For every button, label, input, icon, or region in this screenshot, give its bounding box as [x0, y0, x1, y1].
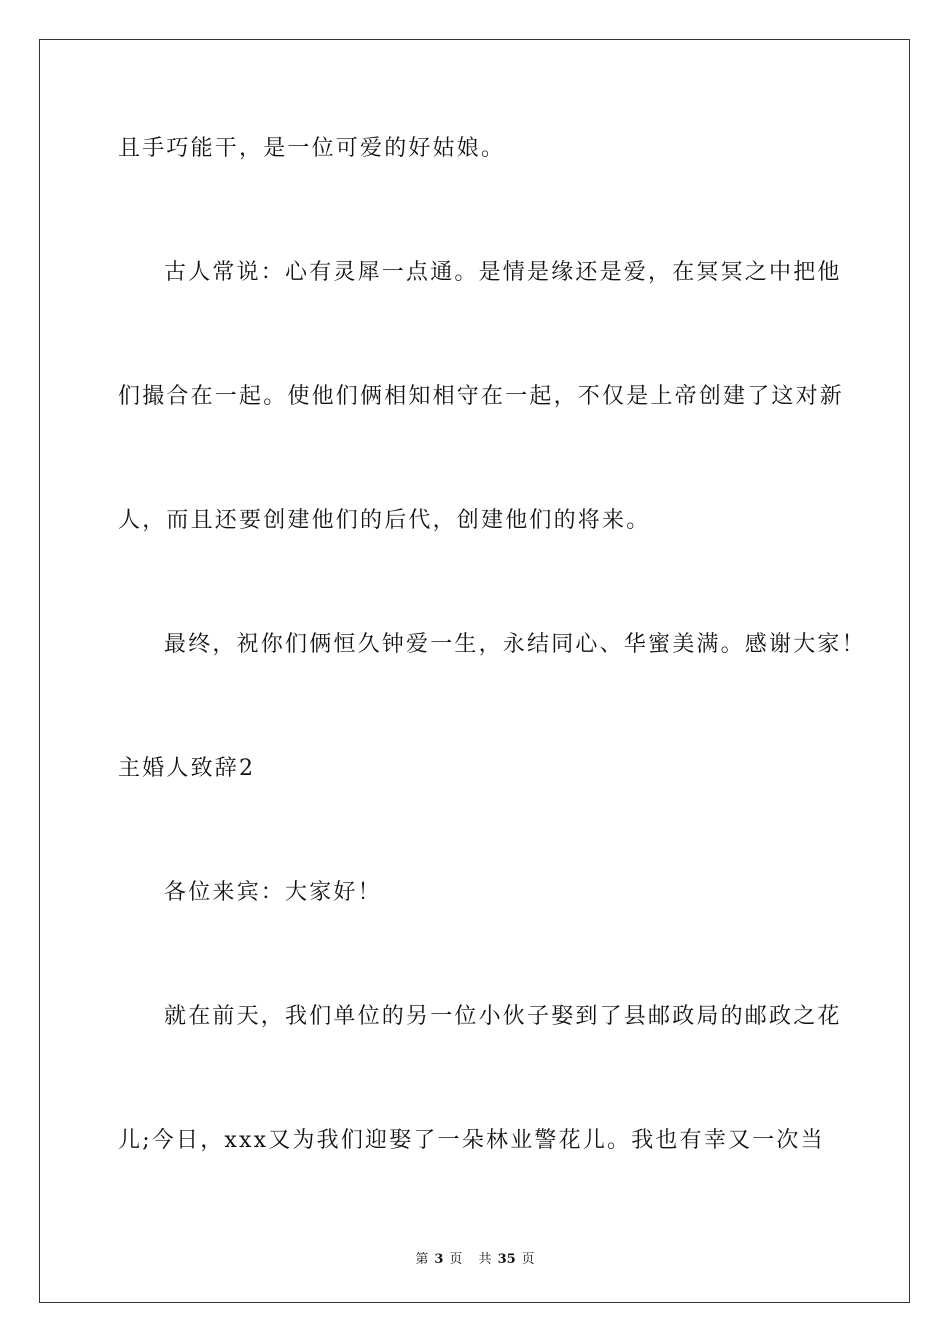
- page-indicator: [412, 1252, 465, 1267]
- body-line-9: 儿;今日，xxx又为我们迎娶了一朵林业警花儿。我也有幸又一次当: [118, 1128, 825, 1153]
- body-line-2: 古人常说：心有灵犀一点通。是情是缘还是爱，在冥冥之中把他: [164, 260, 842, 285]
- body-line-8: 就在前天，我们单位的另一位小伙子娶到了县邮政局的邮政之花: [164, 1004, 842, 1029]
- page-suffix: 页: [449, 1252, 463, 1267]
- body-line-4: 人，而且还要创建他们的后代，创建他们的将来。: [118, 508, 651, 533]
- total-indicator: [476, 1252, 538, 1267]
- body-line-3: 们撮合在一起。使他们俩相知相守在一起，不仅是上帝创建了这对新: [118, 384, 845, 409]
- body-line-1: 且手巧能干，是一位可爱的好姑娘。: [118, 136, 506, 161]
- total-pages: 35: [497, 1252, 516, 1267]
- page-footer: [0, 1248, 950, 1267]
- page-border: [39, 39, 910, 1303]
- page-prefix: 第: [415, 1252, 429, 1267]
- total-prefix: 共: [478, 1252, 492, 1267]
- page-number: 3: [434, 1252, 444, 1267]
- total-suffix: 页: [521, 1252, 535, 1267]
- section-heading: 主婚人致辞2: [118, 756, 256, 781]
- body-line-7: 各位来宾：大家好！: [164, 880, 382, 905]
- body-line-5: 最终，祝你们俩恒久钟爱一生，永结同心、华蜜美满。感谢大家！: [164, 632, 866, 657]
